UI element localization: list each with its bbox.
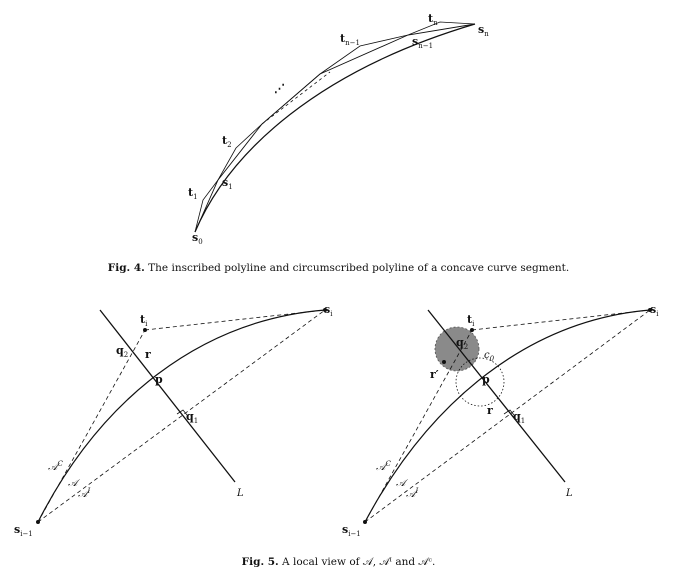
figure-4-caption-label: Fig. 4. [107, 262, 145, 274]
fig5-left-labels [14, 303, 333, 538]
figure-4-caption [0, 262, 677, 274]
right-label-L: L [566, 488, 573, 499]
fig5-left-line-L [100, 310, 235, 482]
right-label-s-im1: $s_{i-1}$ [342, 523, 361, 538]
fig4-labels [188, 12, 489, 246]
fig5-right-line-L [428, 310, 565, 482]
right-label-r-prime: r′ [430, 368, 439, 381]
right-label-q2: $q_2$ [456, 336, 469, 351]
label-s-n: $s_n$ [478, 23, 489, 38]
fig5-right-shaded-disk [435, 327, 479, 371]
fig4-curve [195, 24, 475, 232]
left-label-q2: $q_2$ [116, 344, 129, 359]
right-label-t-i: $t_i$ [467, 313, 475, 328]
fig4-curves [195, 22, 475, 232]
figure-5-caption-label: Fig. 5. [241, 556, 279, 568]
figure-5-caption [0, 556, 677, 569]
left-label-AI: 𝒜$^I$ [78, 487, 91, 500]
left-label-r: r [145, 348, 151, 361]
fig4-dashed-chord-1 [262, 72, 330, 124]
label-t-2: $t_2$ [222, 134, 232, 149]
label-t-n-minus-1: $t_{n-1}$ [340, 32, 360, 47]
label-t-1: $t_1$ [188, 186, 198, 201]
fig5-left-point-s-im1 [37, 521, 40, 524]
fig5-right-point-s-im1 [364, 521, 367, 524]
fig4-inscribed-polyline [195, 24, 475, 232]
left-label-A: 𝒜 [68, 478, 78, 489]
fig5-right-point-r-prime [443, 361, 446, 364]
left-label-s-i: $s_i$ [324, 303, 333, 318]
fig5-right-labels [342, 303, 659, 538]
fig5-left-point-t [144, 329, 147, 332]
label-s-1: $s_1$ [222, 176, 233, 191]
right-label-s-i: $s_i$ [650, 303, 659, 318]
right-label-c0: $c_0$ [484, 350, 495, 363]
label-s-0: $s_0$ [192, 231, 203, 246]
left-label-AC: 𝒜$^C$ [48, 460, 63, 473]
label-ellipsis: ⋰ [274, 82, 285, 95]
right-label-AI: 𝒜$^I$ [406, 487, 419, 500]
right-label-p: p [482, 373, 490, 386]
figure-5-caption-text: A local view of 𝒜, 𝒜ᴵ and 𝒜ᶜ. [278, 556, 436, 568]
left-label-L: L [237, 488, 244, 499]
left-label-q1: $q_1$ [186, 410, 199, 425]
left-label-s-im1: $s_{i-1}$ [14, 523, 33, 538]
right-label-r: r [487, 404, 493, 417]
figure-4-caption-text: The inscribed polyline and circumscribed polyline of a concave curve segment. [144, 262, 570, 274]
label-t-n: $t_n$ [428, 12, 438, 27]
label-s-n-minus-1: $s_{n-1}$ [412, 35, 434, 50]
left-label-t-i: $t_i$ [140, 313, 148, 328]
right-label-AC: 𝒜$^C$ [376, 460, 391, 473]
fig4-circumscribed-polyline [195, 22, 475, 232]
left-label-p: p [155, 373, 163, 386]
right-label-q1: $q_1$ [513, 410, 526, 425]
fig5-right-point-t [471, 329, 474, 332]
right-label-A: 𝒜 [396, 478, 406, 489]
